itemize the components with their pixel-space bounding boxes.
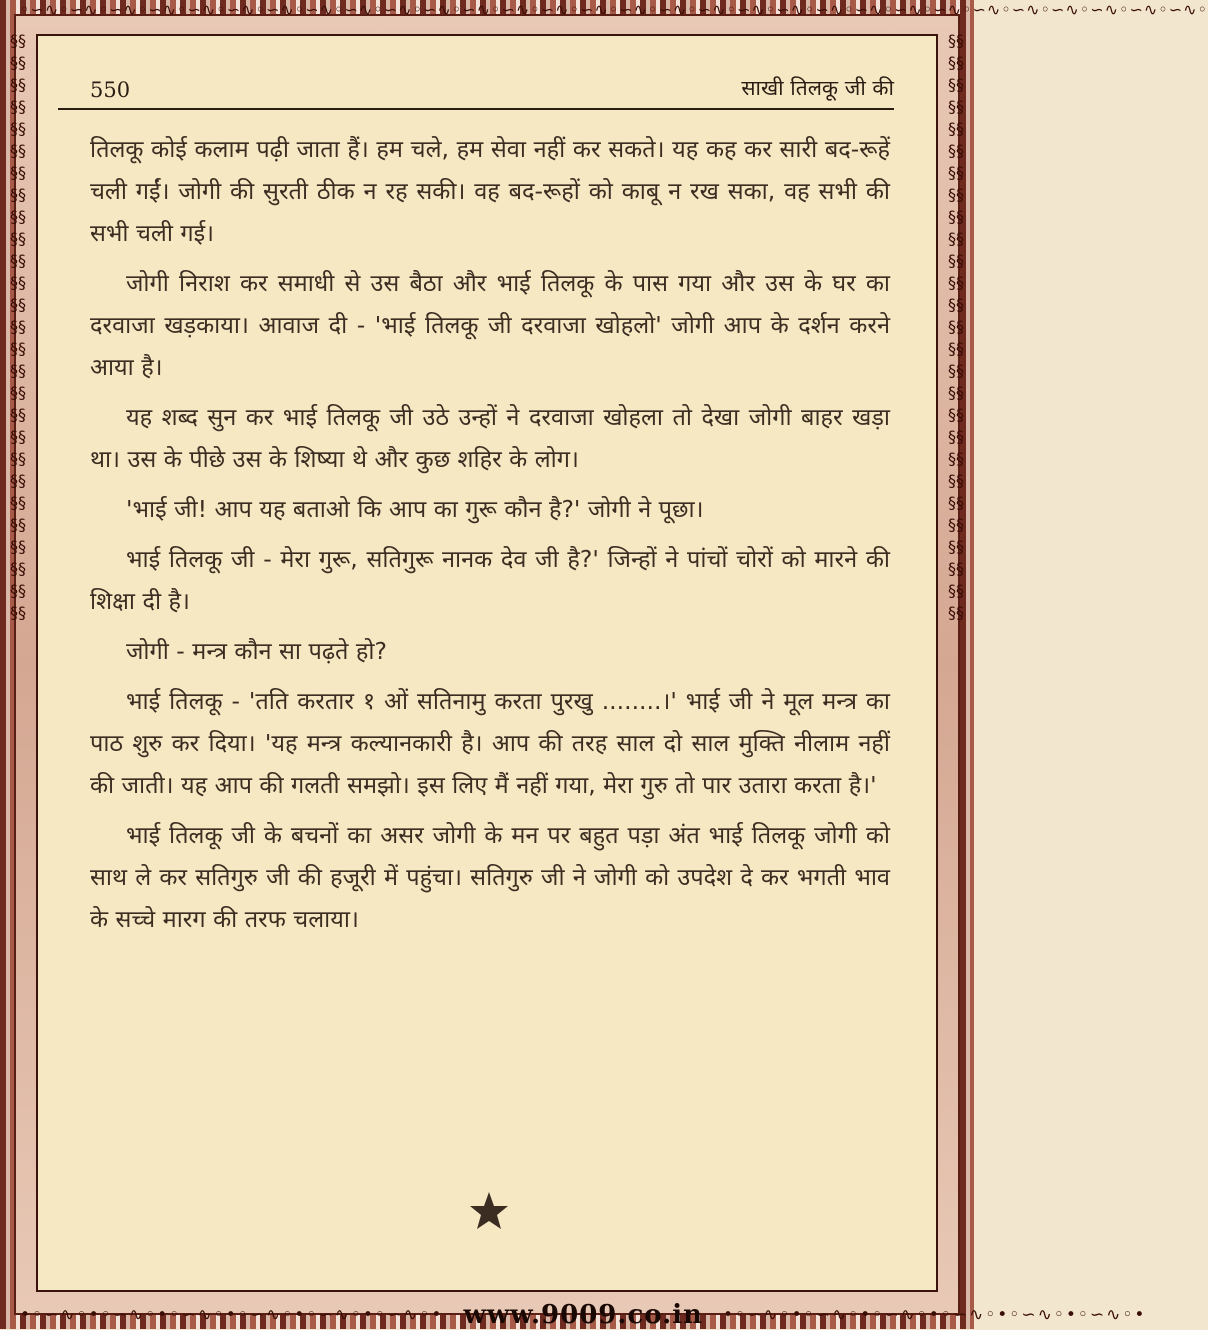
bottom-ornament-left: •◦∽∿◦•◦∽∿◦•◦∽∿◦•◦∽∿◦•◦∽∿◦•◦∽∿◦• xyxy=(20,1305,444,1325)
running-head: साखी तिलकू जी की xyxy=(741,76,894,100)
paragraph: यह शब्द सुन कर भाई तिलकू जी उठे उन्हों ने दरवाजा खोहला तो देखा जोगी बाहर खड़ा था। उस के पीछे उस के शिष्या थे और कुछ शहिर के लोग। xyxy=(90,403,890,473)
website-watermark: www.9009.co.in xyxy=(463,1300,703,1330)
paragraph: 'भाई जी! आप यह बताओ कि आप का गुरू कौन है?' जोगी ने पूछा। xyxy=(126,495,704,523)
book-page xyxy=(36,34,938,1292)
body-text xyxy=(90,128,890,948)
paragraph: भाई तिलकू जी - मेरा गुरू, सतिगुरू नानक देव जी है?' जिन्हों ने पांचों चोरों को मारने की शिक्षा दी है। xyxy=(90,545,890,615)
right-ornament-border: §§§§§§§§§§§§§§§§§§§§§§§§§§§§§§§§§§§§§§§§§§§§§§§§§§§§§§ xyxy=(948,31,964,622)
page-header xyxy=(58,72,894,110)
star-icon xyxy=(468,1190,510,1232)
paragraph: तिलकू कोई कलाम पढ़ी जाता हैं। हम चले, हम सेवा नहीं कर सकते। यह कह कर सारी बद-रूहें चली गईं। जोगी की सुरती ठीक न रह सकी। वह बद-रूहों को काबू न रख सका, वह सभी की सभी चली गई। xyxy=(90,135,890,247)
page-number: 550 xyxy=(90,78,131,102)
left-ornament-border: §§§§§§§§§§§§§§§§§§§§§§§§§§§§§§§§§§§§§§§§§§§§§§§§§§§§§§ xyxy=(10,31,26,622)
paragraph: भाई तिलकू जी के बचनों का असर जोगी के मन पर बहुत पड़ा अंत भाई तिलकू जोगी को साथ ले कर सतिगुरु जी की हजूरी में पहुंचा। सतिगुरु जी ने जोगी को उपदेश दे कर भगती भाव के सच्चे मारग की तरफ चलाया। xyxy=(90,821,890,933)
paragraph: भाई तिलकू - 'तति करतार १ ओं सतिनामु करता पुरखु ........।' भाई जी ने मूल मन्त्र का पाठ शुरु कर दिया। 'यह मन्त्र कल्यानकारी है। आप की तरह साल दो साल मुक्ति नीलाम नहीं की जाती। यह आप की गलती समझो। इस लिए मैं नहीं गया, मेरा गुरु तो पार उतारा करता है।' xyxy=(90,687,890,799)
bottom-ornament-border xyxy=(20,1300,1147,1330)
paragraph: जोगी - मन्त्र कौन सा पढ़ते हो? xyxy=(126,637,387,665)
top-ornament-border: ◦∽∿◦∽∿◦∽∿◦∽∿◦∽∿◦∽∿◦∽∿◦∽∿◦∽∿◦∽∿◦∽∿◦∽∿◦∽∿◦∽∿◦∽∿◦∽∿◦∽∿◦∽∿◦∽∿◦∽∿◦∽∿◦∽∿◦∽∿◦∽∿◦∽∿◦∽∿◦∽∿◦∽∿◦∽∿◦∽∿◦ xyxy=(20,0,1208,19)
paragraph: जोगी निराश कर समाधी से उस बैठा और भाई तिलकू के पास गया और उस के घर का दरवाजा खड़काया। आवाज दी - 'भाई तिलकू जी दरवाजा खोहलो' जोगी आप के दर्शन करने आया है। xyxy=(90,269,890,381)
bottom-ornament-right: •◦∽∿◦•◦∽∿◦•◦∽∿◦•◦∽∿◦•◦∽∿◦•◦∽∿◦• xyxy=(723,1305,1147,1325)
